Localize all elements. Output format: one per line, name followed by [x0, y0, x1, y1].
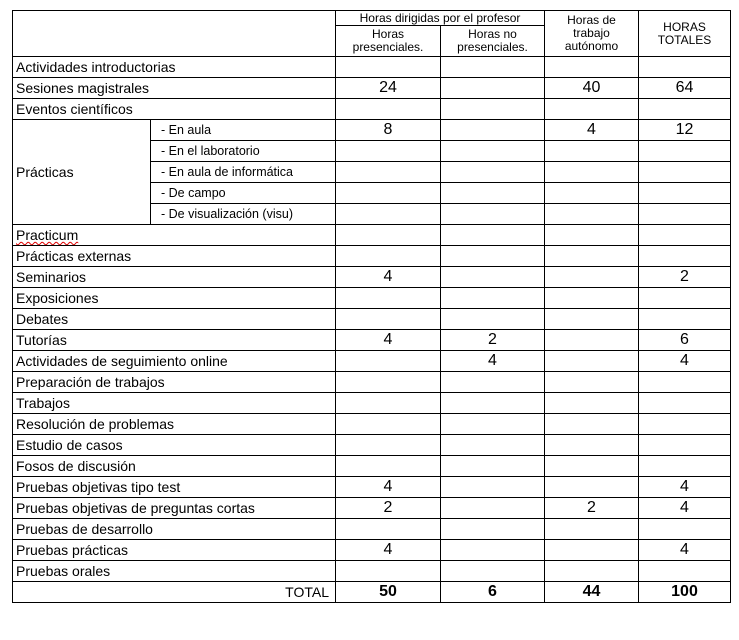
hours-table [12, 10, 731, 603]
presenciales-value: 4 [336, 477, 441, 498]
table-row [13, 561, 731, 582]
practicas-subrow-label: - De visualización (visu) [151, 204, 336, 225]
no-presenciales-value [441, 372, 545, 393]
table-row [13, 498, 731, 519]
activity-label: Sesiones magistrales [13, 78, 336, 99]
autonomo-value [545, 351, 639, 372]
autonomo-value [545, 225, 639, 246]
presenciales-value [336, 393, 441, 414]
no-presenciales-value [441, 141, 545, 162]
presenciales-value [336, 246, 441, 267]
total-value: 4 [639, 477, 731, 498]
header-row-1 [13, 11, 731, 26]
presenciales-value: 4 [336, 267, 441, 288]
total-value [639, 372, 731, 393]
activity-label [13, 225, 336, 246]
table-row [13, 288, 731, 309]
activity-label: Prácticas externas [13, 246, 336, 267]
activity-label: Pruebas de desarrollo [13, 519, 336, 540]
total-value [639, 225, 731, 246]
no-presenciales-value [441, 393, 545, 414]
total-value: 4 [639, 540, 731, 561]
no-presenciales-value [441, 477, 545, 498]
activity-label: Eventos científicos [13, 99, 336, 120]
autonomo-value [545, 204, 639, 225]
autonomo-value [545, 309, 639, 330]
table-row [13, 99, 731, 120]
header-empty-cell [13, 11, 336, 57]
total-autonomo: 44 [545, 582, 639, 603]
practicas-subrow-label: - En aula de informática [151, 162, 336, 183]
presenciales-value: 4 [336, 330, 441, 351]
autonomo-value [545, 372, 639, 393]
table-row [13, 225, 731, 246]
autonomo-value [545, 288, 639, 309]
total-value [639, 99, 731, 120]
no-presenciales-value [441, 78, 545, 99]
total-value [639, 414, 731, 435]
table-row [13, 78, 731, 99]
total-no-presenciales: 6 [441, 582, 545, 603]
total-value: 4 [639, 498, 731, 519]
table-row [13, 414, 731, 435]
total-value: 2 [639, 267, 731, 288]
no-presenciales-value [441, 561, 545, 582]
presenciales-value [336, 456, 441, 477]
presenciales-value [336, 519, 441, 540]
presenciales-value [336, 351, 441, 372]
activity-label: Seminarios [13, 267, 336, 288]
presenciales-value: 8 [336, 120, 441, 141]
header-presenciales: Horas presenciales. [336, 26, 441, 57]
activity-label: Actividades de seguimiento online [13, 351, 336, 372]
no-presenciales-value [441, 183, 545, 204]
autonomo-value [545, 246, 639, 267]
autonomo-value [545, 330, 639, 351]
autonomo-value [545, 414, 639, 435]
autonomo-value [545, 477, 639, 498]
activity-label: Fosos de discusión [13, 456, 336, 477]
presenciales-value [336, 414, 441, 435]
activity-label: Tutorías [13, 330, 336, 351]
autonomo-value [545, 267, 639, 288]
activity-label: Preparación de trabajos [13, 372, 336, 393]
activity-label: Trabajos [13, 393, 336, 414]
autonomo-value [545, 456, 639, 477]
autonomo-value [545, 393, 639, 414]
total-value [639, 183, 731, 204]
autonomo-value [545, 561, 639, 582]
table-row [13, 57, 731, 78]
table-row [13, 372, 731, 393]
table-row [13, 456, 731, 477]
activity-label: Pruebas objetivas tipo test [13, 477, 336, 498]
autonomo-value [545, 57, 639, 78]
autonomo-value [545, 540, 639, 561]
autonomo-value [545, 141, 639, 162]
presenciales-value [336, 225, 441, 246]
total-value [639, 309, 731, 330]
presenciales-value [336, 141, 441, 162]
total-row [13, 582, 731, 603]
table-row [13, 267, 731, 288]
activity-label: Pruebas prácticas [13, 540, 336, 561]
header-totales: HORAS TOTALES [639, 11, 731, 57]
no-presenciales-value [441, 288, 545, 309]
no-presenciales-value [441, 540, 545, 561]
autonomo-value: 2 [545, 498, 639, 519]
activity-label: Resolución de problemas [13, 414, 336, 435]
practicas-subrow-label: - De campo [151, 183, 336, 204]
total-value [639, 162, 731, 183]
activity-label-text: Practicum [16, 227, 79, 243]
no-presenciales-value [441, 498, 545, 519]
total-value [639, 435, 731, 456]
no-presenciales-value [441, 57, 545, 78]
table-row [13, 540, 731, 561]
presenciales-value [336, 309, 441, 330]
table-row [13, 330, 731, 351]
table-row [13, 435, 731, 456]
total-value [639, 456, 731, 477]
total-presenciales: 50 [336, 582, 441, 603]
header-autonomo: Horas de trabajo autónomo [545, 11, 639, 57]
no-presenciales-value [441, 519, 545, 540]
total-value [639, 246, 731, 267]
total-label: TOTAL [13, 582, 336, 603]
table-row [13, 309, 731, 330]
presenciales-value [336, 435, 441, 456]
presenciales-value [336, 204, 441, 225]
activity-label: Pruebas objetivas de preguntas cortas [13, 498, 336, 519]
table-row [13, 477, 731, 498]
total-value: 6 [639, 330, 731, 351]
no-presenciales-value [441, 225, 545, 246]
autonomo-value [545, 183, 639, 204]
no-presenciales-value [441, 162, 545, 183]
autonomo-value [545, 519, 639, 540]
total-totales: 100 [639, 582, 731, 603]
activity-label: Debates [13, 309, 336, 330]
total-value [639, 393, 731, 414]
autonomo-value: 4 [545, 120, 639, 141]
presenciales-value [336, 183, 441, 204]
table-row [13, 393, 731, 414]
table-row [13, 351, 731, 372]
no-presenciales-value [441, 309, 545, 330]
table-row [13, 120, 731, 141]
table-row [13, 519, 731, 540]
no-presenciales-value [441, 120, 545, 141]
presenciales-value: 2 [336, 498, 441, 519]
presenciales-value: 4 [336, 540, 441, 561]
header-group-label: Horas dirigidas por el profesor [336, 11, 545, 26]
total-value [639, 288, 731, 309]
header-no-presenciales: Horas no presenciales. [441, 26, 545, 57]
activity-label: Pruebas orales [13, 561, 336, 582]
activity-label: Estudio de casos [13, 435, 336, 456]
presenciales-value [336, 162, 441, 183]
presenciales-value [336, 372, 441, 393]
no-presenciales-value [441, 99, 545, 120]
autonomo-value: 40 [545, 78, 639, 99]
no-presenciales-value [441, 267, 545, 288]
presenciales-value [336, 288, 441, 309]
total-value [639, 57, 731, 78]
table-row [13, 246, 731, 267]
no-presenciales-value [441, 246, 545, 267]
total-value [639, 141, 731, 162]
no-presenciales-value [441, 204, 545, 225]
practicas-label: Prácticas [13, 120, 151, 225]
autonomo-value [545, 99, 639, 120]
autonomo-value [545, 162, 639, 183]
total-value: 64 [639, 78, 731, 99]
practicas-subrow-label: - En el laboratorio [151, 141, 336, 162]
no-presenciales-value [441, 456, 545, 477]
practicas-subrow-label: - En aula [151, 120, 336, 141]
no-presenciales-value [441, 414, 545, 435]
no-presenciales-value: 4 [441, 351, 545, 372]
activity-label: Actividades introductorias [13, 57, 336, 78]
no-presenciales-value [441, 435, 545, 456]
total-value: 12 [639, 120, 731, 141]
total-value [639, 519, 731, 540]
activity-label: Exposiciones [13, 288, 336, 309]
autonomo-value [545, 435, 639, 456]
presenciales-value: 24 [336, 78, 441, 99]
presenciales-value [336, 561, 441, 582]
total-value [639, 204, 731, 225]
presenciales-value [336, 57, 441, 78]
no-presenciales-value: 2 [441, 330, 545, 351]
total-value [639, 561, 731, 582]
presenciales-value [336, 99, 441, 120]
total-value: 4 [639, 351, 731, 372]
